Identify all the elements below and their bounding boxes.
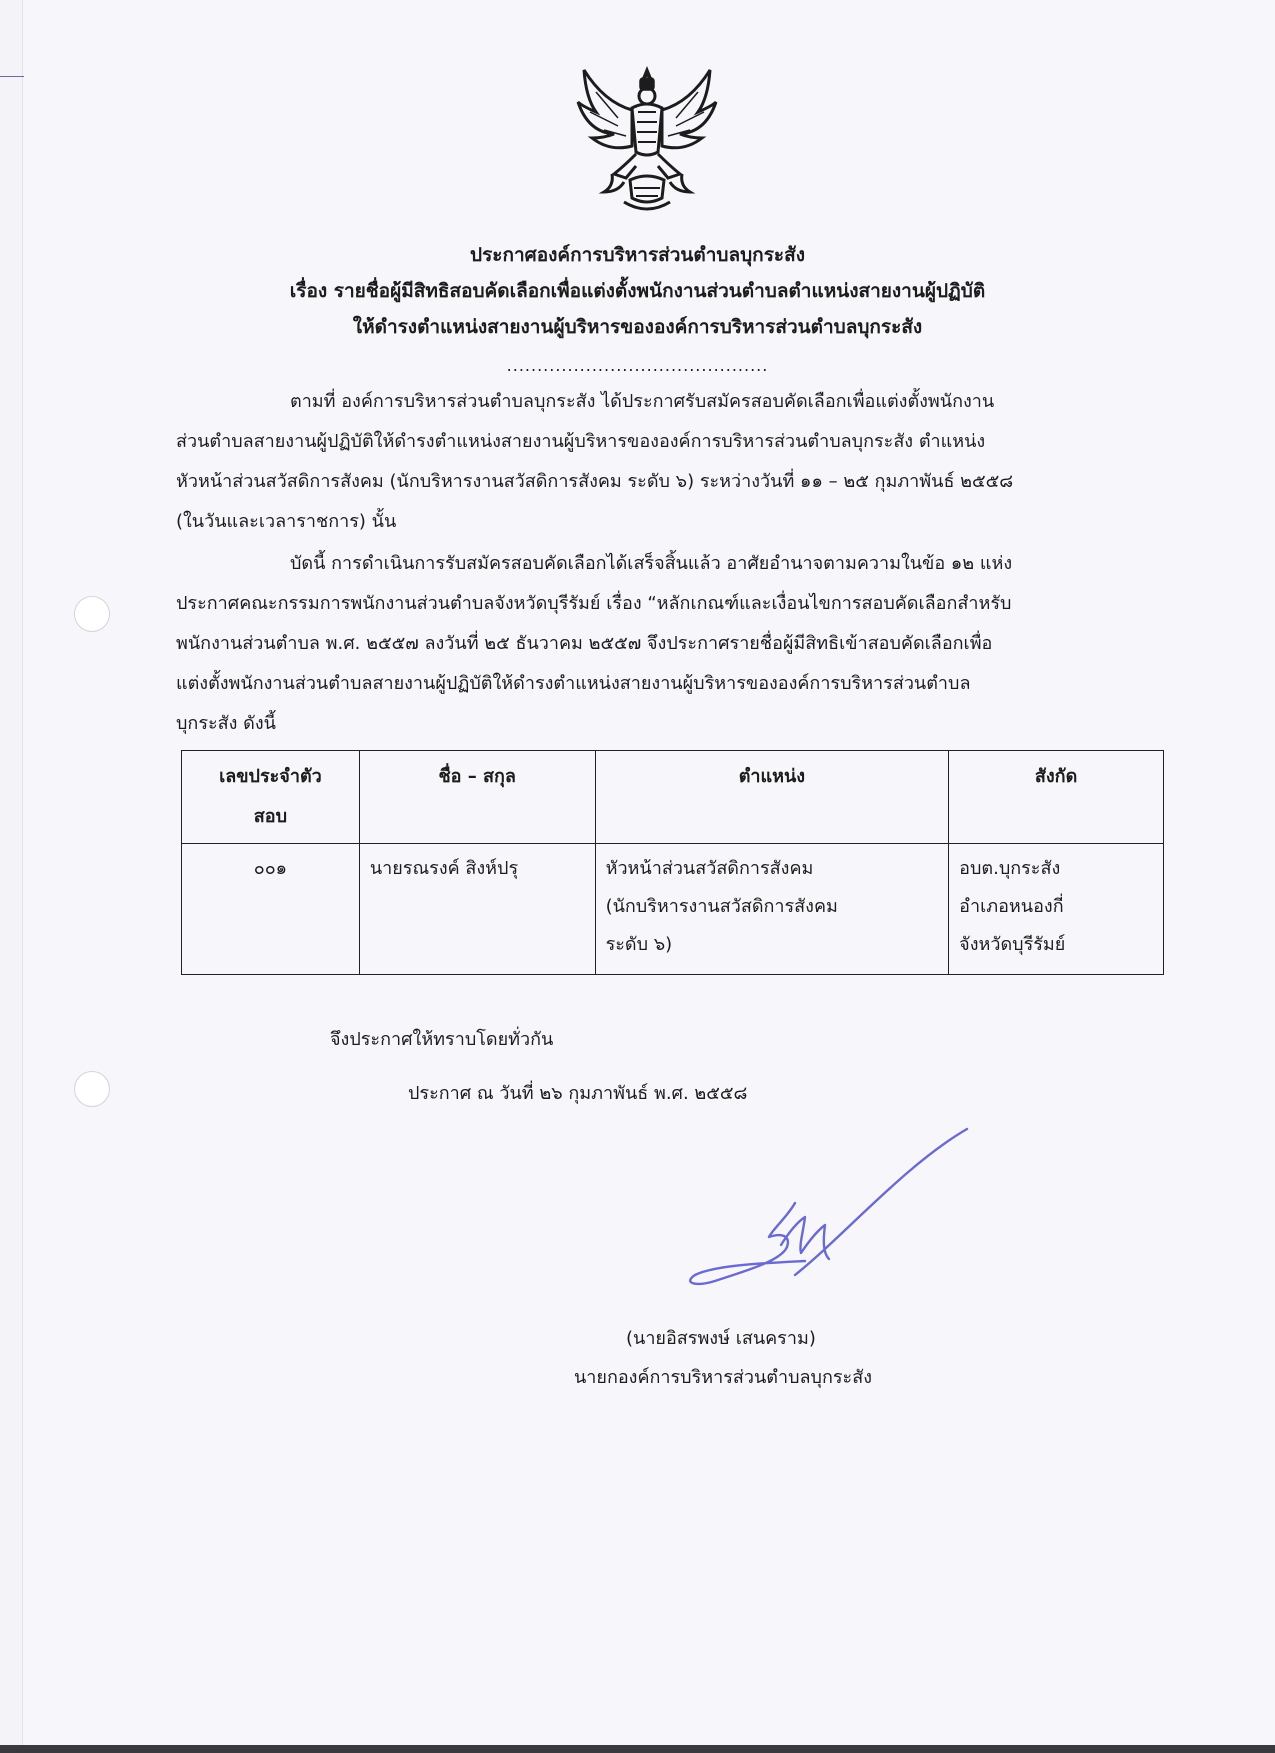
para2-line-3: พนักงานส่วนตำบล พ.ศ. ๒๕๕๗ ลงวันที่ ๒๕ ธันวาคม ๒๕๕๗ จึงประกาศรายชื่อผู้มีสิทธิเข้าสอบคัดเลือกเพื่อ [176, 633, 993, 654]
garuda-emblem-icon [574, 62, 720, 216]
header-affiliation: สังกัด [949, 751, 1164, 844]
signatory-name: (นายอิสรพงษ์ เสนคราม) [626, 1328, 816, 1349]
punch-hole-bottom [74, 1071, 110, 1107]
title-separator: ........................................... [506, 356, 769, 375]
cell-position [595, 844, 949, 975]
affiliation-line-3: จังหวัดบุรีรัมย์ [959, 934, 1066, 955]
announcement-date: ประกาศ ณ วันที่ ๒๖ กุมภาพันธ์ พ.ศ. ๒๕๕๘ [408, 1083, 748, 1104]
header-exam-id-line1: เลขประจำตัว [219, 766, 322, 787]
header-exam-id [182, 751, 360, 844]
scan-bottom-edge [0, 1745, 1275, 1753]
para2-line-2: ประกาศคณะกรรมการพนักงานส่วนตำบลจังหวัดบุรีรัมย์ เรื่อง “หลักเกณฑ์และเงื่อนไขการสอบคัดเลือกสำหรับ [176, 593, 1012, 614]
signature-icon [675, 1125, 975, 1295]
closing-announcement: จึงประกาศให้ทราบโดยทั่วกัน [330, 1029, 554, 1050]
para2-line-1: บัดนี้ การดำเนินการรับสมัครสอบคัดเลือกได้เสร็จสิ้นแล้ว อาศัยอำนาจตามความในข้อ ๑๒ แห่ง [290, 553, 1013, 574]
para1-line-1: ตามที่ องค์การบริหารส่วนตำบลบุกระสัง ได้ประกาศรับสมัครสอบคัดเลือกเพื่อแต่งตั้งพนักงาน [290, 391, 995, 412]
title-line-1: ประกาศองค์การบริหารส่วนตำบลบุกระสัง [470, 244, 805, 266]
position-line-3: ระดับ ๖) [605, 934, 673, 955]
title-line-2: เรื่อง รายชื่อผู้มีสิทธิสอบคัดเลือกเพื่อแต่งตั้งพนักงานส่วนตำบลตำแหน่งสายงานผู้ปฏิบัติ [289, 280, 986, 302]
margin-mark [0, 76, 24, 77]
para1-line-4: (ในวันและเวลาราชการ) นั้น [176, 511, 397, 532]
para2-line-4: แต่งตั้งพนักงานส่วนตำบลสายงานผู้ปฏิบัติให้ดำรงตำแหน่งสายงานผู้บริหารขององค์การบริหารส่วนตำบล [176, 673, 971, 694]
signatory-title: นายกองค์การบริหารส่วนตำบลบุกระสัง [574, 1367, 872, 1388]
cell-affiliation [949, 844, 1164, 975]
position-line-1: หัวหน้าส่วนสวัสดิการสังคม [605, 858, 814, 879]
cell-exam-id: ๐๐๑ [182, 844, 360, 975]
table-header-row [182, 751, 1164, 844]
table-row [182, 844, 1164, 975]
punch-hole-top [74, 596, 110, 632]
para1-line-3: หัวหน้าส่วนสวัสดิการสังคม (นักบริหารงานสวัสดิการสังคม ระดับ ๖) ระหว่างวันที่ ๑๑ – ๒๕ กุมภาพันธ์ ๒๕๕๘ [176, 471, 1014, 492]
title-line-3: ให้ดำรงตำแหน่งสายงานผู้บริหารขององค์การบริหารส่วนตำบลบุกระสัง [352, 316, 923, 338]
header-position: ตำแหน่ง [595, 751, 949, 844]
para1-line-2: ส่วนตำบลสายงานผู้ปฏิบัติให้ดำรงตำแหน่งสายงานผู้บริหารขององค์การบริหารส่วนตำบลบุกระสัง ตำแหน่ง [176, 431, 986, 452]
position-line-2: (นักบริหารงานสวัสดิการสังคม [605, 896, 838, 917]
cell-name: นายรณรงค์ สิงห์ปรุ [359, 844, 595, 975]
affiliation-line-1: อบต.บุกระสัง [959, 858, 1061, 879]
candidate-table [181, 750, 1164, 975]
affiliation-line-2: อำเภอหนองกี่ [959, 896, 1064, 917]
header-exam-id-line2: สอบ [253, 806, 288, 827]
header-name: ชื่อ – สกุล [359, 751, 595, 844]
para2-line-5: บุกระสัง ดังนี้ [176, 713, 276, 734]
